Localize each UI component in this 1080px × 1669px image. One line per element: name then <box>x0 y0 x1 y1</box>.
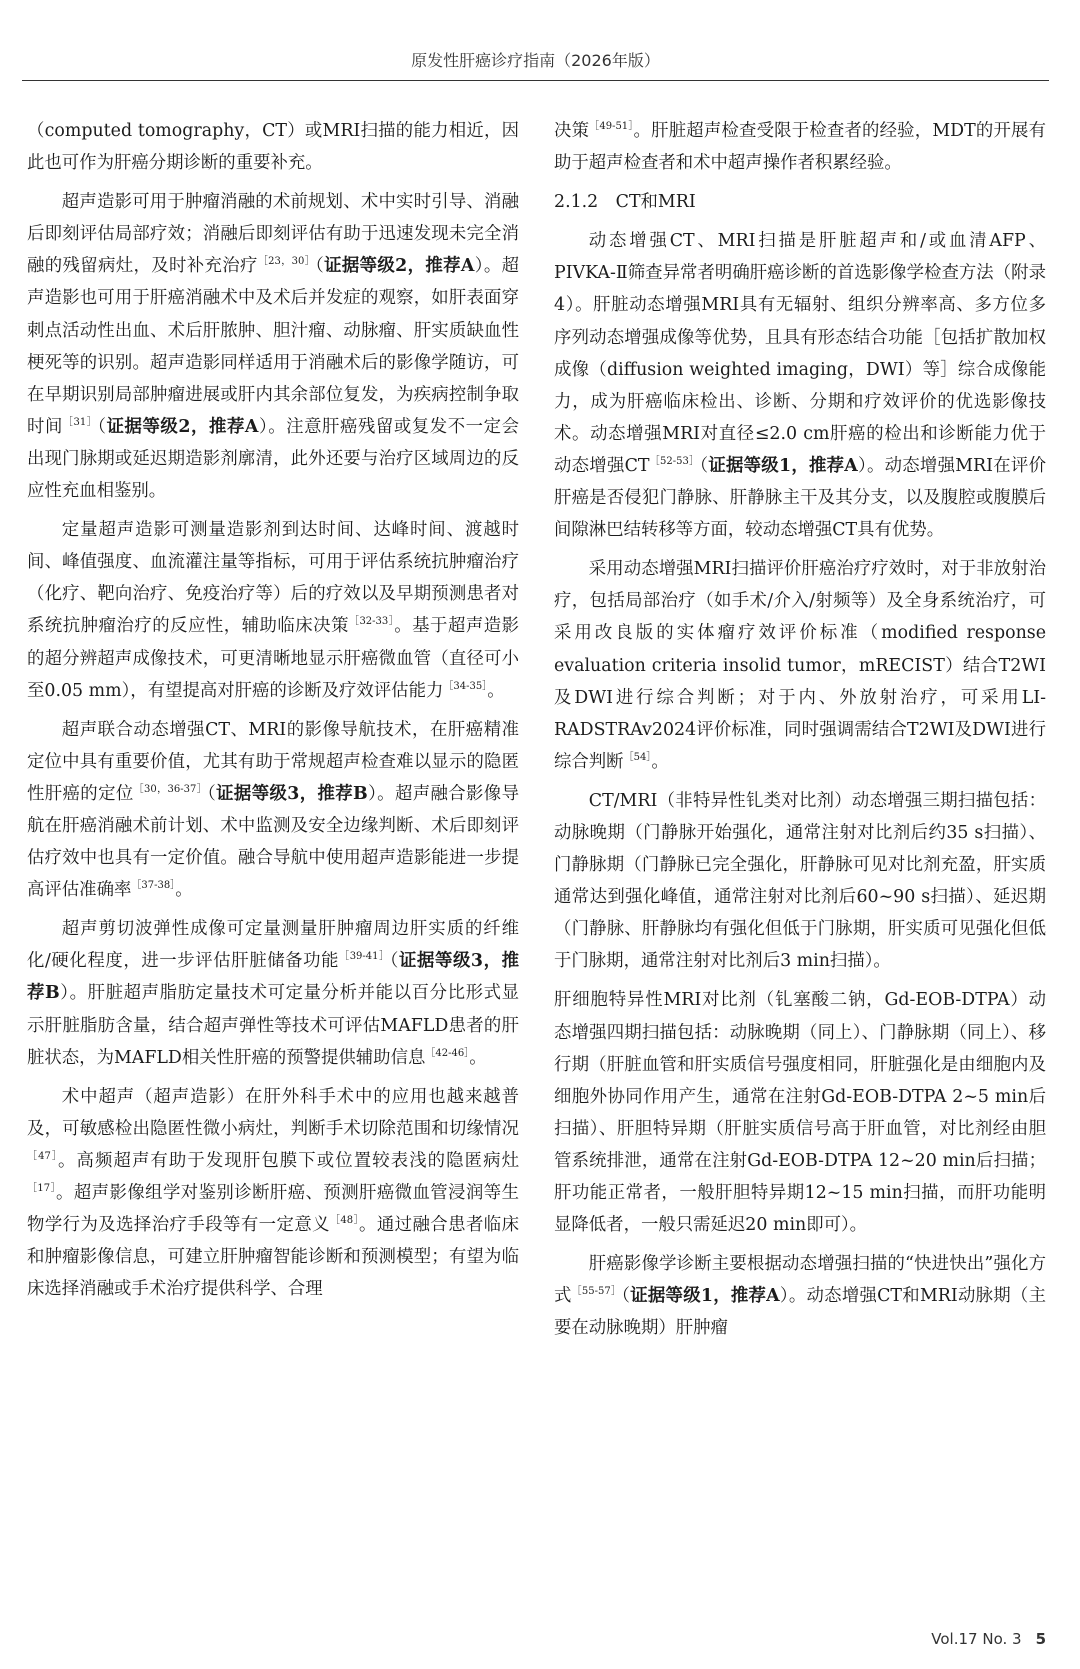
paragraph <box>554 785 1046 978</box>
citation: ［34-35］ <box>443 680 488 692</box>
page-footer <box>931 1630 1046 1648</box>
text: 定量超声造影可测量造影剂到达时间、达峰时间、渡越时间、峰值强度、血流灌注量等指标，可用于评估系统抗肿瘤治疗（化疗、靶向治疗、免疫治疗等）后的疗效以及早期预测患者对系统抗肿瘤治疗的反应性，辅助临床决策 <box>27 520 519 637</box>
paragraph <box>554 984 1046 1241</box>
citation: ［47］ <box>27 1150 59 1162</box>
text: （ <box>389 951 399 972</box>
volume-issue: Vol.17 No. 3 <box>931 1630 1022 1648</box>
text: 肝细胞特异性MRI对比剂（钆塞酸二钠，Gd-EOB-DTPA）动态增强四期扫描包括：动脉晚期（同上）、门静脉期（同上）、移行期（肝脏血管和肝实质信号强度相同，肝脏强化是由细胞内及细胞外协同作用产生，通常在注射Gd-EOB-DTPA 2~5 min后扫描）、肝胆特异期（肝脏实质信号高于肝血管，对比剂经由胆管系统排泄，通常在注射Gd-EOB-DTPA 12~20 min后扫描；肝功能正常者，一般肝胆特异期12~15 min扫描，而肝功能明显降低者，一般只需延迟20 min即可）。 <box>554 990 1046 1236</box>
text: 超声联合动态增强CT、MRI的影像导航技术，在肝癌精准定位中具有重要价值，尤其有助于常规超声检查难以显示的隐匿性肝癌的定位 <box>27 719 519 804</box>
text: ）。超声融合影像导航在肝癌消融术前计划、术中监测及安全边缘判断、术后即刻评估疗效中也具有一定价值。融合导航中使用超声造影能进一步提高评估准确率 <box>27 783 519 901</box>
evidence-level: 证据等级1，推荐A <box>630 1286 780 1307</box>
text: 术中超声（超声造影）在肝外科手术中的应用也越来越普及，可敏感检出隐匿性微小病灶，判断手术切除范围和切缘情况 <box>27 1086 519 1139</box>
text: （ <box>97 416 107 437</box>
page-number: 5 <box>1035 1630 1046 1648</box>
paragraph <box>554 1248 1046 1344</box>
citation: ［54］ <box>623 751 652 763</box>
running-header-title: 原发性肝癌诊疗指南（2026年版） <box>411 51 660 70</box>
text: 。肝脏超声检查受限于检查者的经验，MDT的开展有助于超声检查者和术中超声操作者积累经验。 <box>554 121 1046 174</box>
citation: ［37-38］ <box>131 880 176 892</box>
right-column <box>554 115 1046 1351</box>
text: 。基于超声造影的超分辨超声成像技术，可更清晰地显示肝癌微血管（直径可小至0.05 mm），有望提高对肝癌的诊断及疗效评估能力 <box>27 616 519 701</box>
paragraph <box>27 714 519 907</box>
section-heading: 2.1.2 CT和MRI <box>554 192 696 213</box>
citation: ［31］ <box>62 416 98 428</box>
citation: ［48］ <box>329 1215 360 1227</box>
text: 采用动态增强MRI扫描评价肝癌治疗疗效时，对于非放射治疗，包括局部治疗（如手术/介入/射频等）及全身系统治疗，可采用改良版的实体瘤疗效评价标准（modified response evaluation criteria insolid tumor，mRECIST）结合T2WI及DWI进行综合判断；对于内、外放射治疗，可采用LI-RADSTRAv2024评价标准，同时强调需结合T2WI及DWI进行综合判断 <box>554 559 1046 772</box>
text: 决策 <box>554 121 590 141</box>
paragraph <box>27 115 519 179</box>
evidence-level: 证据等级2，推荐A <box>324 256 475 277</box>
text: 。 <box>487 680 505 701</box>
text: 超声剪切波弹性成像可定量测量肝肿瘤周边肝实质的纤维化/硬化程度，进一步评估肝脏储备功能 <box>27 919 519 972</box>
evidence-level: 证据等级3，推荐B <box>216 783 368 804</box>
paragraph <box>27 186 519 507</box>
citation: ［30，36-37］ <box>133 783 208 795</box>
text: 动态增强CT、MRI扫描是肝脏超声和/或血清AFP、PIVKA-Ⅱ筛查异常者明确肝癌诊断的首选影像学检查方法（附录4）。肝脏动态增强MRI具有无辐射、组织分辨率高、多方位多序列动态增强成像等优势，且具有形态结合功能［包括扩散加权成像（diffusion weighted imaging，DWI）等］综合成像能力，成为肝癌临床检出、诊断、分期和疗效评价的优选影像技术。动态增强MRI对直径≤2.0 cm肝癌的检出和诊断能力优于动态增强CT <box>554 231 1046 476</box>
text: （ <box>621 1286 631 1307</box>
text: CT/MRI（非特异性钆类对比剂）动态增强三期扫描包括：动脉晚期（门静脉开始强化，通常注射对比剂后约35 s扫描）、门静脉期（门静脉已完全强化，肝静脉可见对比剂充盈，肝实质通常达到强化峰值，通常注射对比剂后60~90 s扫描）、延迟期（门静脉、肝静脉均有强化但低于门脉期，肝实质可见强化但低于门脉期，通常注射对比剂后3 min扫描）。 <box>554 790 1046 972</box>
evidence-level: 证据等级3，推荐B <box>27 951 519 1004</box>
paragraph <box>554 553 1046 778</box>
text: ）。动态增强MRI在评价肝癌是否侵犯门静脉、肝静脉主干及其分支，以及腹腔或腹膜后间隙淋巴结转移等方面，较动态增强CT具有优势。 <box>554 455 1046 541</box>
evidence-level: 证据等级2，推荐A <box>106 416 259 437</box>
left-column <box>27 115 519 1312</box>
text: 。 <box>469 1047 487 1068</box>
text: ）。超声造影也可用于肝癌消融术中及术后并发症的观察，如肝表面穿刺点活动性出血、术后肝脓肿、胆汁瘤、动脉瘤、肝实质缺血性梗死等的识别。超声造影同样适用于消融术后的影像学随访，可在早期识别局部肿瘤进展或肝内其余部位复发，为疾病控制争取时间 <box>27 256 519 437</box>
text: 肝癌影像学诊断主要根据动态增强扫描的“快进快出”强化方式 <box>554 1254 1046 1307</box>
paragraph <box>27 1081 519 1306</box>
paragraph <box>27 514 519 707</box>
citation: ［55-57］ <box>571 1286 622 1298</box>
citation: ［42-46］ <box>425 1047 470 1059</box>
text: 。通过融合患者临床和肿瘤影像信息，可建立肝肿瘤智能诊断和预测模型；有望为临床选择消融或手术治疗提供科学、合理 <box>27 1215 519 1300</box>
paragraph <box>554 225 1046 546</box>
citation: ［49-51］ <box>589 121 634 132</box>
citation: ［17］ <box>27 1183 57 1194</box>
text: 。高频超声有助于发现肝包膜下或位置较表浅的隐匿病灶 <box>58 1150 519 1171</box>
paragraph <box>554 115 1046 179</box>
text: ）。动态增强CT和MRI动脉期（主要在动脉晚期）肝肿瘤 <box>554 1286 1046 1339</box>
text: ）。注意肝癌残留或复发不一定会出现门脉期或延迟期造影剂廓清，此外还要与治疗区域周边的反应性充血相鉴别。 <box>27 416 519 502</box>
text: （computed tomography，CT）或MRI扫描的能力相近，因此也可作为肝癌分期诊断的重要补充。 <box>27 121 519 174</box>
evidence-level: 证据等级1，推荐A <box>708 455 858 476</box>
citation: ［39-41］ <box>339 951 390 963</box>
text: （ <box>207 783 217 804</box>
paragraph <box>27 913 519 1073</box>
citation: ［52-53］ <box>649 455 700 467</box>
text: （ <box>699 455 709 476</box>
citation: ［23，30］ <box>257 256 316 268</box>
citation: ［32-33］ <box>348 616 395 628</box>
text: ）。肝脏超声脂肪定量技术可定量分析并能以百分比形式显示肝脏脂肪含量，结合超声弹性等技术可评估MAFLD患者的肝脏状态，为MAFLD相关性肝癌的预警提供辅助信息 <box>27 983 519 1068</box>
text: 。 <box>175 880 193 901</box>
text: 。 <box>651 751 669 772</box>
text: 。超声影像组学对鉴别诊断肝癌、预测肝癌微血管浸润等生物学行为及选择治疗手段等有一定意义 <box>27 1183 519 1236</box>
text: 超声造影可用于肿瘤消融的术前规划、术中实时引导、消融后即刻评估局部疗效；消融后即刻评估有助于迅速发现未完全消融的残留病灶，及时补充治疗 <box>27 192 519 277</box>
running-header <box>22 40 1049 81</box>
text: （ <box>315 256 325 277</box>
